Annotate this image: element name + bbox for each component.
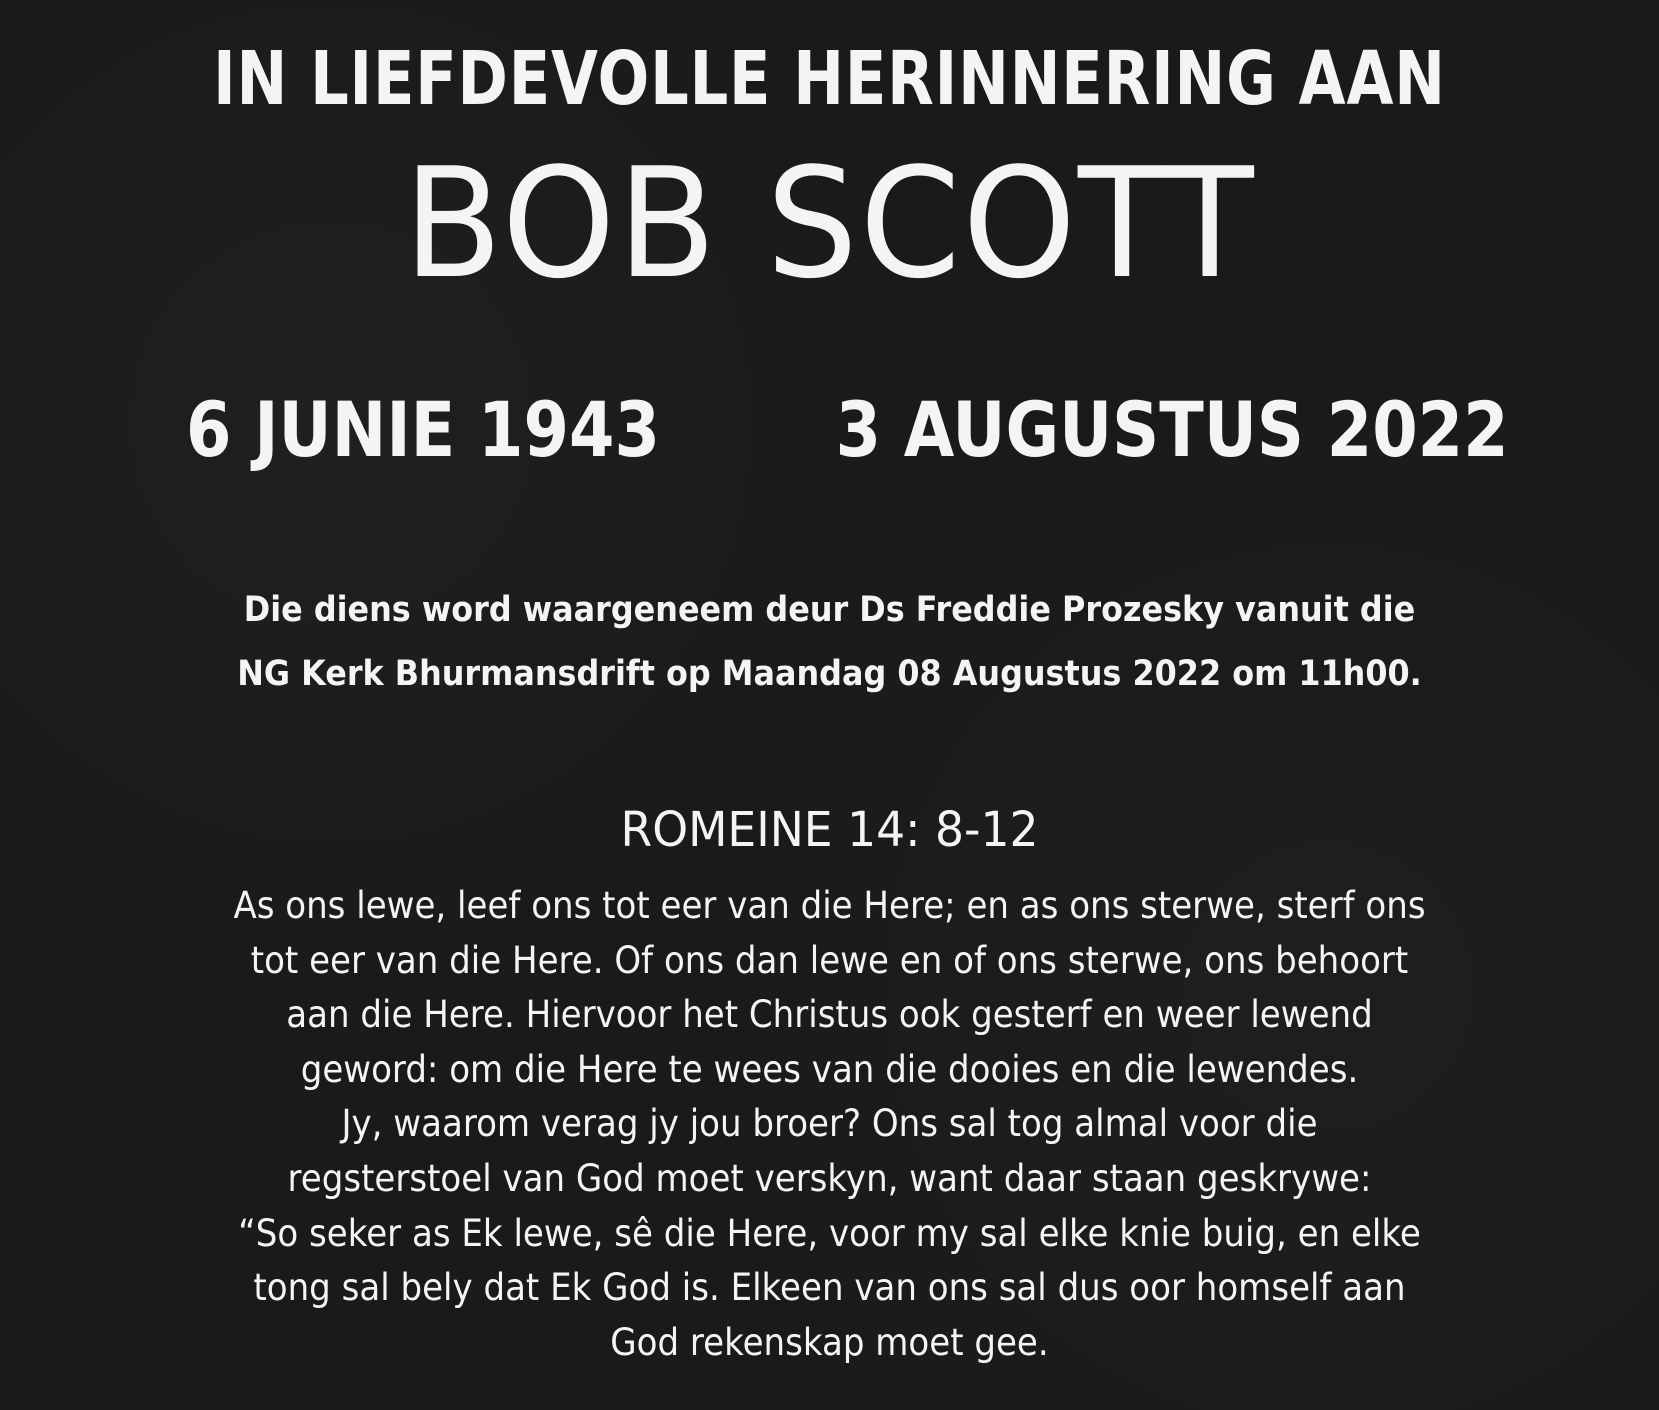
scripture-line: geword: om die Here te wees van die dooies en die lewendes. (300, 1047, 1359, 1091)
scripture-line: As ons lewe, leef ons tot eer van die Here; en as ons sterwe, sterf ons (233, 884, 1426, 927)
scripture-passage (66, 879, 1592, 1370)
memorial-heading: IN LIEFDEVOLLE HERINNERING AAN (213, 36, 1446, 122)
scripture-reference: ROMEINE 14: 8-12 (620, 802, 1039, 858)
scripture-line: Jy, waarom verag jy jou broer? Ons sal tog almal voor die (341, 1102, 1318, 1146)
scripture-line: tot eer van die Here. Of ons dan lewe en of ons sterwe, ons behoort (250, 938, 1409, 982)
birth-date: 6 JUNIE 1943 (186, 385, 660, 474)
service-line-1: Die diens word waargeneem deur Ds Freddie Prozesky vanuit die (243, 590, 1416, 630)
scripture-line: regsterstoel van God moet verskyn, want daar staan geskrywe: (287, 1156, 1372, 1200)
service-details (75, 578, 1585, 706)
scripture-line: “So seker as Ek lewe, sê die Here, voor my sal elke knie buig, en elke (238, 1211, 1421, 1255)
scripture-line: God rekenskap moet gee. (610, 1320, 1049, 1364)
service-line-2: NG Kerk Bhurmansdrift op Maandag 08 Augustus 2022 om 11h00. (237, 654, 1422, 694)
deceased-name: BOB SCOTT (403, 135, 1256, 312)
scripture-line: aan die Here. Hiervoor het Christus ook gesterf en weer lewend (286, 993, 1373, 1037)
scripture-line: tong sal bely dat Ek God is. Elkeen van ons sal dus oor homself aan (253, 1266, 1406, 1310)
death-date: 3 AUGUSTUS 2022 (835, 385, 1509, 474)
